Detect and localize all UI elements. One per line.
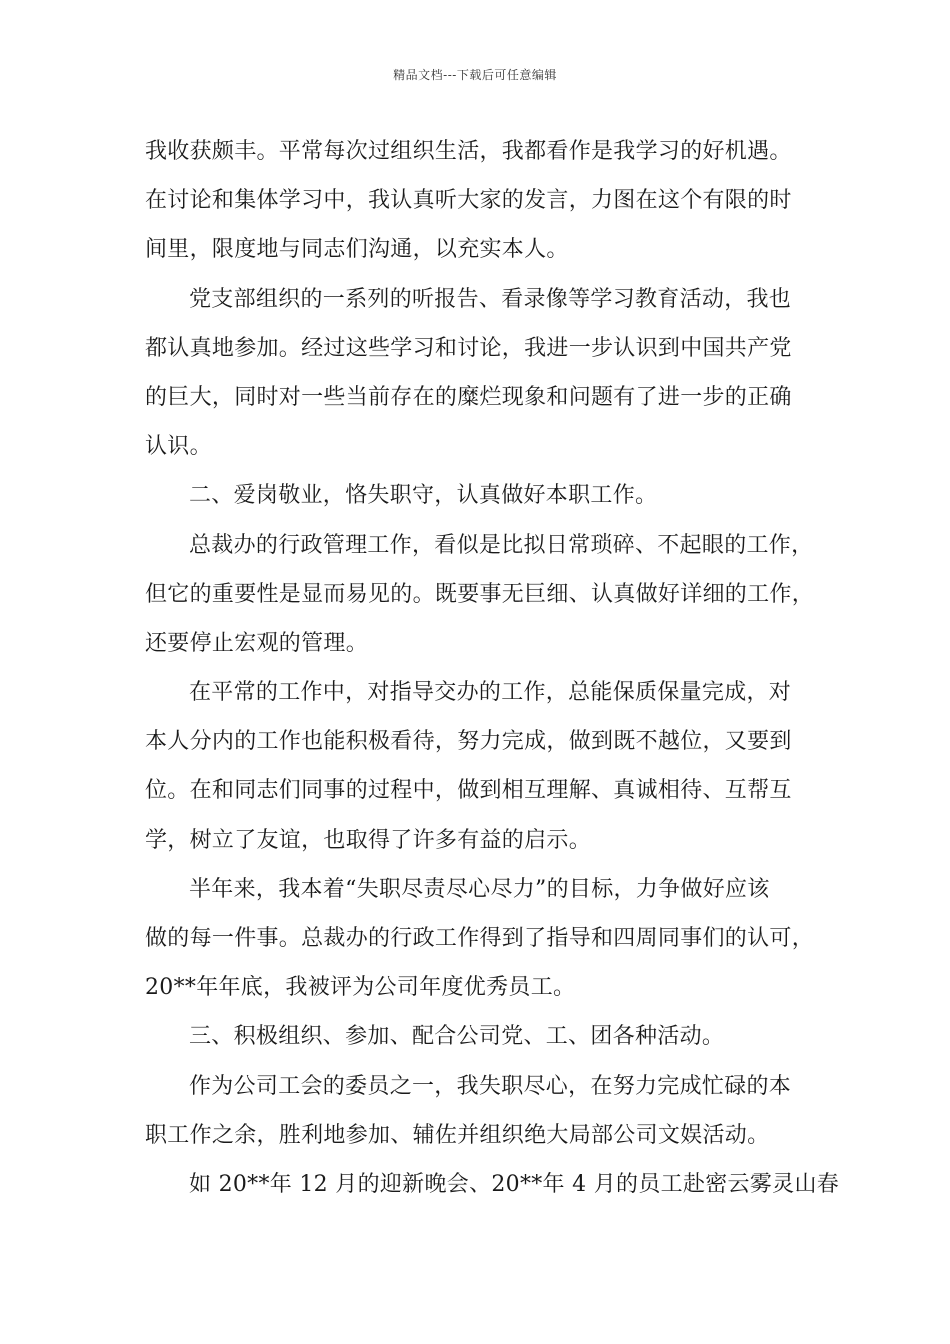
text-line: 在平常的工作中，对指导交办的工作，总能保质保量完成，对: [189, 680, 792, 706]
section-heading: [145, 1012, 810, 1061]
paragraph: [145, 275, 810, 472]
paragraph: [145, 668, 810, 865]
paragraph: [145, 127, 810, 275]
text-line: 在讨论和集体学习中，我认真听大家的发言，力图在这个有限的时: [145, 188, 792, 214]
document-body: [145, 127, 840, 1209]
text-line: 如 20**年 12 月的迎新晚会、20**年 4 月的员工赴密云雾灵山春: [189, 1171, 840, 1197]
paragraph: [145, 1160, 840, 1209]
text-line: 学，树立了友谊，也取得了许多有益的启示。: [145, 827, 592, 853]
text-line: 三、积极组织、参加、配合公司党、工、团各种活动。: [189, 1024, 725, 1050]
paragraph: [145, 865, 815, 1013]
text-line: 作为公司工会的委员之一，我失职尽心，在努力完成忙碌的本: [189, 1073, 792, 1099]
text-line: 总裁办的行政管理工作，看似是比拟日常琐碎、不起眼的工作，: [189, 532, 814, 558]
page-header: 精品文档---下载后可任意编辑: [393, 68, 557, 82]
text-line: 都认真地参加。经过这些学习和讨论，我进一步认识到中国共产党: [145, 335, 792, 361]
paragraph: [145, 521, 815, 669]
text-line: 党支部组织的一系列的听报告、看录像等学习教育活动，我也: [189, 286, 792, 312]
section-heading: [145, 471, 810, 520]
text-line: 我收获颇丰。平常每次过组织生活，我都看作是我学习的好机遇。: [145, 139, 792, 164]
text-line: 二、爱岗敬业，恪失职守，认真做好本职工作。: [189, 483, 658, 509]
text-line: 做的每一件事。总裁办的行政工作得到了指导和四周同事们的认可，: [145, 926, 815, 951]
text-line: 职工作之余，胜利地参加、辅佐并组织绝大局部公司文娱活动。: [145, 1122, 770, 1148]
text-line: 间里，限度地与同志们沟通，以充实本人。: [145, 237, 569, 263]
text-line: 的巨大，同时对一些当前存在的糜烂现象和问题有了进一步的正确: [145, 384, 792, 410]
text-line: 20**年年底，我被评为公司年度优秀员工。: [145, 975, 576, 1001]
text-line: 位。在和同志们同事的过程中，做到相互理解、真诚相待、互帮互: [145, 778, 792, 804]
text-line: 还要停止宏观的管理。: [145, 630, 369, 656]
text-line: 认识。: [145, 434, 212, 460]
text-line: 本人分内的工作也能积极看待，努力完成，做到既不越位，又要到: [145, 729, 792, 755]
text-line: 半年来，我本着“失职尽责尽心尽力”的目标，力争做好应该: [189, 876, 770, 902]
paragraph: [145, 1062, 810, 1160]
text-line: 但它的重要性是显而易见的。既要事无巨细、认真做好详细的工作，: [145, 581, 815, 607]
